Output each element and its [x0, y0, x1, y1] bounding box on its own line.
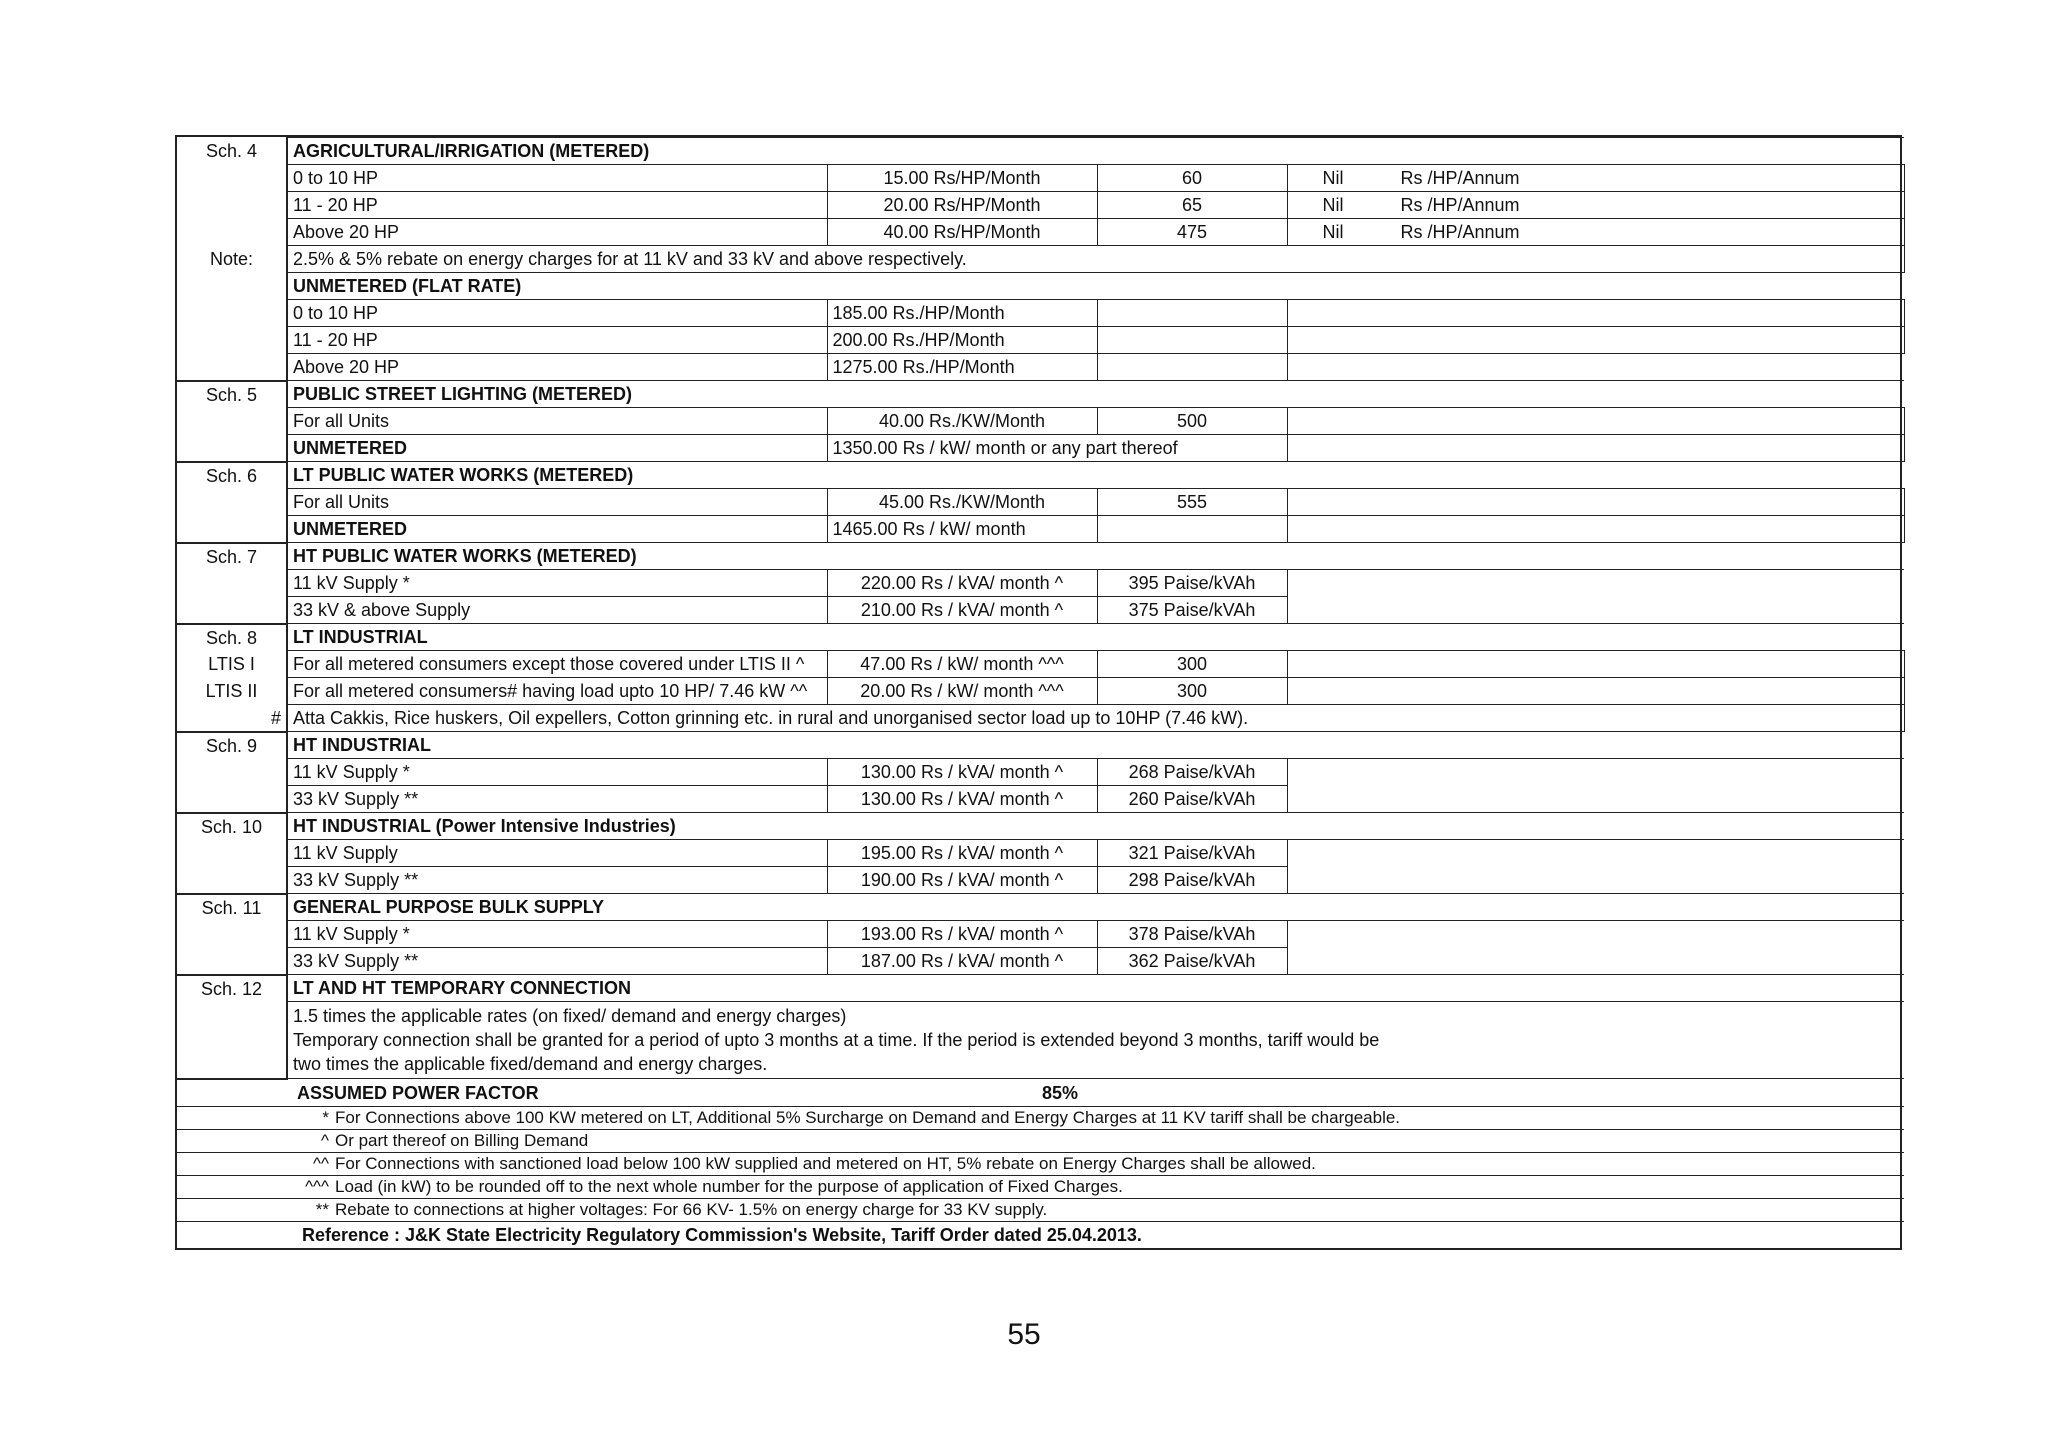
sch8-heading-row	[177, 624, 1904, 651]
table-row	[177, 597, 1904, 624]
fixed-charge-cell: 130.00 Rs / kVA/ month ^	[827, 786, 1097, 813]
sch12-label: Sch. 12	[177, 975, 287, 1002]
table-row	[177, 165, 1904, 192]
energy-charge-cell: 500	[1097, 408, 1287, 435]
footnote-mark: **	[315, 1199, 329, 1219]
sch7-heading-row	[177, 543, 1904, 570]
table-row	[177, 759, 1904, 786]
sch10-heading-row	[177, 813, 1904, 840]
table-row	[177, 435, 1904, 462]
footnote-mark: *	[322, 1107, 329, 1127]
sch4-unmetered-heading-row	[177, 273, 1904, 300]
category-cell: 33 kV & above Supply	[287, 597, 827, 624]
energy-charge-cell: 555	[1097, 489, 1287, 516]
category-cell: 11 - 20 HP	[287, 327, 827, 354]
category-cell: For all Units	[287, 408, 827, 435]
sch5-heading-row	[177, 381, 1904, 408]
min-value: Nil	[1322, 195, 1344, 215]
fixed-charge-cell: 193.00 Rs / kVA/ month ^	[827, 921, 1097, 948]
table-row	[177, 327, 1904, 354]
fixed-charge-cell: 20.00 Rs/HP/Month	[827, 192, 1097, 219]
fixed-charge-cell: 187.00 Rs / kVA/ month ^	[827, 948, 1097, 975]
category-cell: 0 to 10 HP	[287, 300, 827, 327]
footnote-text: For Connections with sanctioned load below 100 kW supplied and metered on HT, 5% rebate on Energy Charges shall be allowed.	[335, 1153, 1316, 1173]
temp-line-1: 1.5 times the applicable rates (on fixed/ demand and energy charges)	[293, 1006, 847, 1026]
footnote-text: For Connections above 100 KW metered on LT, Additional 5% Surcharge on Demand and Energy Charges at 11 KV tariff shall be chargeable.	[335, 1107, 1401, 1127]
sch12-heading: LT AND HT TEMPORARY CONNECTION	[287, 975, 1904, 1002]
sch10-label: Sch. 10	[177, 813, 287, 840]
hash-note: Atta Cakkis, Rice huskers, Oil expellers, Cotton grinning etc. in rural and unorganised sector load up to 10HP (7.46 kW).	[287, 705, 1904, 732]
sch11-label: Sch. 11	[177, 894, 287, 921]
footnote-mark: ^	[321, 1130, 329, 1150]
fixed-charge-cell: 45.00 Rs./KW/Month	[827, 489, 1097, 516]
fixed-charge-cell: 40.00 Rs/HP/Month	[827, 219, 1097, 246]
sch6-label: Sch. 6	[177, 462, 287, 489]
power-factor-cell	[177, 1079, 1904, 1107]
power-factor-row	[177, 1079, 1904, 1107]
fixed-charge-cell: 210.00 Rs / kVA/ month ^	[827, 597, 1097, 624]
category-cell: Above 20 HP	[287, 219, 827, 246]
footnote-row	[177, 1129, 1904, 1152]
energy-charge-cell: 268 Paise/kVAh	[1097, 759, 1287, 786]
sch6-heading: LT PUBLIC WATER WORKS (METERED)	[287, 462, 1904, 489]
sch4-heading: AGRICULTURAL/IRRIGATION (METERED)	[287, 138, 1904, 165]
fixed-charge-cell: 200.00 Rs./HP/Month	[827, 327, 1097, 354]
min-value: Nil	[1322, 168, 1344, 188]
table-row	[177, 354, 1904, 381]
table-row	[177, 651, 1904, 678]
sch11-heading-row	[177, 894, 1904, 921]
category-cell: 11 - 20 HP	[287, 192, 827, 219]
power-factor-label: ASSUMED POWER FACTOR	[297, 1082, 539, 1103]
fixed-charge-cell: 47.00 Rs / kW/ month ^^^	[827, 651, 1097, 678]
footnote-text: Load (in kW) to be rounded off to the next whole number for the purpose of application of Fixed Charges.	[335, 1176, 1123, 1196]
footnote-text: Or part thereof on Billing Demand	[335, 1130, 589, 1150]
temp-line-3: two times the applicable fixed/demand and energy charges.	[293, 1054, 768, 1074]
sch11-heading: GENERAL PURPOSE BULK SUPPLY	[287, 894, 1904, 921]
sch12-heading-row	[177, 975, 1904, 1002]
energy-charge-cell: 60	[1097, 165, 1287, 192]
min-unit: Rs /HP/Annum	[1400, 222, 1520, 242]
fixed-charge-cell: 130.00 Rs / kVA/ month ^	[827, 759, 1097, 786]
category-cell: For all metered consumers# having load upto 10 HP/ 7.46 kW ^^	[287, 678, 827, 705]
energy-charge-cell: 260 Paise/kVAh	[1097, 786, 1287, 813]
fixed-charge-cell: 190.00 Rs / kVA/ month ^	[827, 867, 1097, 894]
footnote-row	[177, 1106, 1904, 1129]
table-row	[177, 948, 1904, 975]
category-cell: For all Units	[287, 489, 827, 516]
category-cell: 0 to 10 HP	[287, 165, 827, 192]
fixed-charge-cell: 20.00 Rs / kW/ month ^^^	[827, 678, 1097, 705]
table-row	[177, 192, 1904, 219]
category-cell: 11 kV Supply *	[287, 570, 827, 597]
footnote-mark: ^^^	[305, 1176, 329, 1196]
sch7-heading: HT PUBLIC WATER WORKS (METERED)	[287, 543, 1904, 570]
footnote-row	[177, 1198, 1904, 1221]
energy-charge-cell: 65	[1097, 192, 1287, 219]
category-cell: 11 kV Supply	[287, 840, 827, 867]
sch4-note-row	[177, 246, 1904, 273]
sch5-heading: PUBLIC STREET LIGHTING (METERED)	[287, 381, 1904, 408]
hash-mark: #	[177, 705, 287, 732]
tariff-sheet	[175, 135, 1902, 1250]
sch4-label: Sch. 4	[177, 138, 287, 165]
energy-charge-cell: 475	[1097, 219, 1287, 246]
footnote-text: Rebate to connections at higher voltages: For 66 KV- 1.5% on energy charge for 33 KV supply.	[335, 1199, 1048, 1219]
min-unit: Rs /HP/Annum	[1400, 168, 1520, 188]
note-text: 2.5% & 5% rebate on energy charges for at 11 kV and 33 kV and above respectively.	[287, 246, 1904, 273]
category-cell: 11 kV Supply *	[287, 921, 827, 948]
sch9-heading-row	[177, 732, 1904, 759]
fixed-charge-cell: 1275.00 Rs./HP/Month	[827, 354, 1097, 381]
ltis2-label: LTIS II	[177, 678, 287, 705]
category-cell: UNMETERED	[287, 435, 827, 462]
minimum-charge-cell	[1287, 192, 1904, 219]
energy-charge-cell: 375 Paise/kVAh	[1097, 597, 1287, 624]
reference-text: Reference : J&K State Electricity Regulatory Commission's Website, Tariff Order dated 25.04.2013.	[177, 1221, 1904, 1248]
category-cell: Above 20 HP	[287, 354, 827, 381]
energy-charge-cell: 395 Paise/kVAh	[1097, 570, 1287, 597]
minimum-charge-cell	[1287, 165, 1904, 192]
min-value: Nil	[1322, 222, 1344, 242]
tariff-table	[177, 137, 1905, 1248]
table-row	[177, 786, 1904, 813]
category-cell: For all metered consumers except those covered under LTIS II ^	[287, 651, 827, 678]
footnote-row	[177, 1175, 1904, 1198]
category-cell: 33 kV Supply **	[287, 867, 827, 894]
sch8-label: Sch. 8	[177, 624, 287, 651]
sch8-hash-note-row	[177, 705, 1904, 732]
fixed-charge-cell: 1465.00 Rs / kW/ month	[827, 516, 1097, 543]
sch10-heading: HT INDUSTRIAL (Power Intensive Industries)	[287, 813, 1904, 840]
sch4-heading-row	[177, 138, 1904, 165]
sch12-text-row	[177, 1002, 1904, 1079]
fixed-charge-cell: 40.00 Rs./KW/Month	[827, 408, 1097, 435]
table-row	[177, 516, 1904, 543]
footnote-mark: ^^	[313, 1153, 329, 1173]
category-cell: 11 kV Supply *	[287, 759, 827, 786]
fixed-charge-cell: 220.00 Rs / kVA/ month ^	[827, 570, 1097, 597]
energy-charge-cell: 378 Paise/kVAh	[1097, 921, 1287, 948]
category-cell: 33 kV Supply **	[287, 786, 827, 813]
temp-line-2: Temporary connection shall be granted for a period of upto 3 months at a time. If the period is extended beyond 3 months, tariff would be	[293, 1030, 1380, 1050]
fixed-charge-cell: 1350.00 Rs / kW/ month or any part thereof	[827, 435, 1287, 462]
note-label: Note:	[177, 246, 287, 273]
page-number: 55	[1007, 1318, 1041, 1351]
table-row	[177, 570, 1904, 597]
table-row	[177, 867, 1904, 894]
temporary-connection-text	[287, 1002, 1904, 1079]
reference-row	[177, 1221, 1904, 1248]
table-row	[177, 300, 1904, 327]
sch7-label: Sch. 7	[177, 543, 287, 570]
sch9-label: Sch. 9	[177, 732, 287, 759]
table-row	[177, 408, 1904, 435]
table-row	[177, 921, 1904, 948]
energy-charge-cell: 298 Paise/kVAh	[1097, 867, 1287, 894]
sch8-heading: LT INDUSTRIAL	[287, 624, 1904, 651]
fixed-charge-cell: 185.00 Rs./HP/Month	[827, 300, 1097, 327]
fixed-charge-cell: 15.00 Rs/HP/Month	[827, 165, 1097, 192]
ltis1-label: LTIS I	[177, 651, 287, 678]
fixed-charge-cell: 195.00 Rs / kVA/ month ^	[827, 840, 1097, 867]
energy-charge-cell: 321 Paise/kVAh	[1097, 840, 1287, 867]
power-factor-value: 85%	[1042, 1082, 1079, 1103]
footnote-row	[177, 1152, 1904, 1175]
min-unit: Rs /HP/Annum	[1400, 195, 1520, 215]
category-cell: 33 kV Supply **	[287, 948, 827, 975]
table-row	[177, 840, 1904, 867]
sch9-heading: HT INDUSTRIAL	[287, 732, 1904, 759]
table-row	[177, 678, 1904, 705]
energy-charge-cell: 300	[1097, 678, 1287, 705]
energy-charge-cell: 300	[1097, 651, 1287, 678]
table-row	[177, 219, 1904, 246]
category-cell: UNMETERED	[287, 516, 827, 543]
sch6-heading-row	[177, 462, 1904, 489]
minimum-charge-cell	[1287, 219, 1904, 246]
sch5-label: Sch. 5	[177, 381, 287, 408]
unmetered-heading: UNMETERED (FLAT RATE)	[287, 273, 1904, 300]
energy-charge-cell: 362 Paise/kVAh	[1097, 948, 1287, 975]
table-row	[177, 489, 1904, 516]
